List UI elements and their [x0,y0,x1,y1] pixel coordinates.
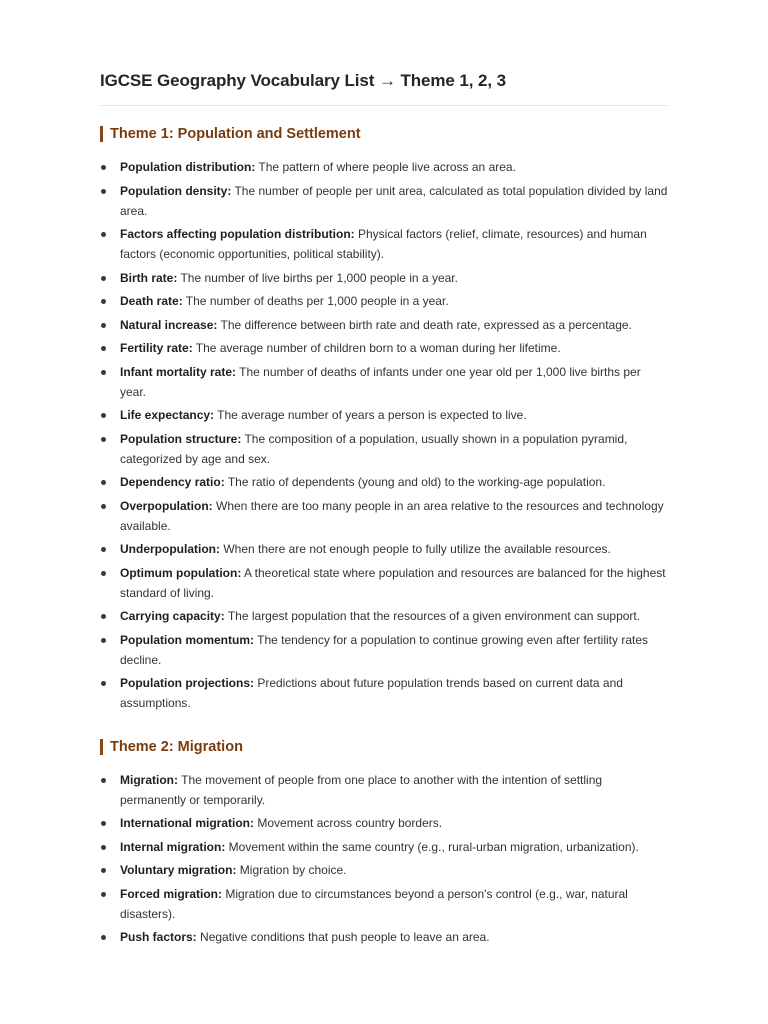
vocabulary-item [100,539,668,559]
vocabulary-term: Natural increase: [120,317,218,332]
vocabulary-item [100,362,668,402]
vocabulary-term: Population structure: [120,431,242,446]
vocabulary-list [100,770,668,948]
vocabulary-definition: The number of deaths of infants under one year old per 1,000 live births per year. [120,364,641,399]
vocabulary-definition: Migration by choice. [236,863,347,877]
vocabulary-item [100,630,668,670]
bullet-icon [101,323,106,328]
section-heading-text: Theme 2: Migration [110,738,243,755]
vocabulary-definition: The composition of a population, usually shown in a population pyramid, categorized by age and sex. [120,431,628,466]
vocabulary-definition: The average number of years a person is expected to live. [214,408,527,422]
section-spacer [100,717,668,737]
bullet-icon [101,504,106,509]
vocabulary-term: Population projections: [120,676,254,690]
vocabulary-item [100,429,668,469]
vocabulary-definition: Movement within the same country (e.g., rural-urban migration, urbanization). [225,839,639,854]
bullet-icon [101,165,106,170]
vocabulary-item [100,927,668,947]
vocabulary-term: Birth rate: [120,270,178,285]
section-heading [100,124,668,144]
vocabulary-item [100,224,668,264]
bullet-icon [101,868,106,873]
vocabulary-term: Population momentum: [120,632,254,647]
vocabulary-item [100,291,668,311]
vocabulary-item [100,673,668,713]
vocabulary-term: Voluntary migration: [120,863,237,877]
vocabulary-term: Internal migration: [120,839,226,854]
bullet-icon [101,547,106,552]
vocabulary-item [100,338,668,358]
vocabulary-item [100,472,668,492]
bullet-icon [101,346,106,351]
vocabulary-term: Overpopulation: [120,498,213,513]
vocabulary-item [100,496,668,536]
vocabulary-item [100,405,668,425]
vocabulary-definition: When there are too many people in an area relative to the resources and technology available. [120,498,664,533]
vocabulary-term: Carrying capacity: [120,609,225,623]
vocabulary-term: Infant mortality rate: [120,364,237,379]
vocabulary-definition: The movement of people from one place to another with the intention of settling permanently or temporarily. [120,772,603,807]
vocabulary-definition: The number of live births per 1,000 people in a year. [177,270,458,285]
bullet-icon [101,276,106,281]
vocabulary-term: Life expectancy: [120,408,215,422]
vocabulary-term: Population distribution: [120,160,256,174]
bullet-icon [101,437,106,442]
vocabulary-term: Optimum population: [120,565,242,580]
vocabulary-term: Fertility rate: [120,341,193,355]
bullet-icon [101,480,106,485]
vocabulary-definition: Migration due to circumstances beyond a person's control (e.g., war, natural disasters). [120,886,628,921]
vocabulary-definition: A theoretical state where population and resources are balanced for the highest standard of living. [120,565,666,600]
vocabulary-list [100,157,668,713]
vocabulary-term: Dependency ratio: [120,475,225,489]
section-accent-bar [100,739,103,755]
vocabulary-item [100,315,668,335]
bullet-icon [101,821,106,826]
bullet-icon [101,413,106,418]
vocabulary-definition: The pattern of where people live across an area. [255,160,516,174]
bullet-icon [101,845,106,850]
vocabulary-definition: The average number of children born to a woman during her lifetime. [192,341,561,355]
section-heading-text: Theme 1: Population and Settlement [110,126,361,142]
vocabulary-term: Death rate: [120,294,183,308]
bullet-icon [101,299,106,304]
vocabulary-term: Migration: [120,772,178,787]
section-heading [100,737,668,757]
vocabulary-definition: The number of people per unit area, calculated as total population divided by land area. [120,183,668,218]
bullet-icon [101,935,106,940]
bullet-icon [101,778,106,783]
bullet-icon [101,614,106,619]
bullet-icon [101,638,106,643]
vocabulary-definition: The tendency for a population to continue growing even after fertility rates decline. [120,632,649,667]
vocabulary-item [100,157,668,177]
vocabulary-term: International migration: [120,816,255,830]
document-title: IGCSE Geography Vocabulary List → Theme 1, 2, 3 [100,71,506,90]
vocabulary-item [100,606,668,626]
sections-container [100,124,668,947]
vocabulary-definition: Predictions about future population trends based on current data and assumptions. [120,676,623,710]
vocabulary-item [100,860,668,880]
bullet-icon [101,571,106,576]
title-divider [100,105,668,106]
vocabulary-term: Population density: [120,183,232,198]
vocabulary-term: Push factors: [120,930,197,944]
vocabulary-item [100,884,668,924]
vocabulary-item [100,770,668,810]
vocabulary-item [100,813,668,833]
vocabulary-term: Underpopulation: [120,542,220,556]
vocabulary-term: Forced migration: [120,886,223,901]
bullet-icon [101,189,106,194]
vocabulary-item [100,268,668,288]
vocabulary-item [100,181,668,221]
vocabulary-definition: When there are not enough people to fully utilize the available resources. [219,542,611,556]
bullet-icon [101,370,106,375]
vocabulary-definition: Physical factors (relief, climate, resources) and human factors (economic opportunities, political stability). [120,227,647,261]
vocabulary-item [100,837,668,857]
bullet-icon [101,892,106,897]
bullet-icon [101,232,106,237]
section-accent-bar [100,126,103,142]
vocabulary-definition: The difference between birth rate and death rate, expressed as a percentage. [217,317,632,332]
vocabulary-definition: Movement across country borders. [254,816,443,830]
vocabulary-item [100,563,668,603]
vocabulary-definition: The number of deaths per 1,000 people in a year. [182,294,449,308]
vocabulary-definition: The largest population that the resources of a given environment can support. [224,609,641,623]
vocabulary-definition: Negative conditions that push people to leave an area. [196,930,490,944]
bullet-icon [101,681,106,686]
vocabulary-term: Factors affecting population distribution: [120,227,355,241]
vocabulary-definition: The ratio of dependents (young and old) to the working-age population. [224,475,606,489]
